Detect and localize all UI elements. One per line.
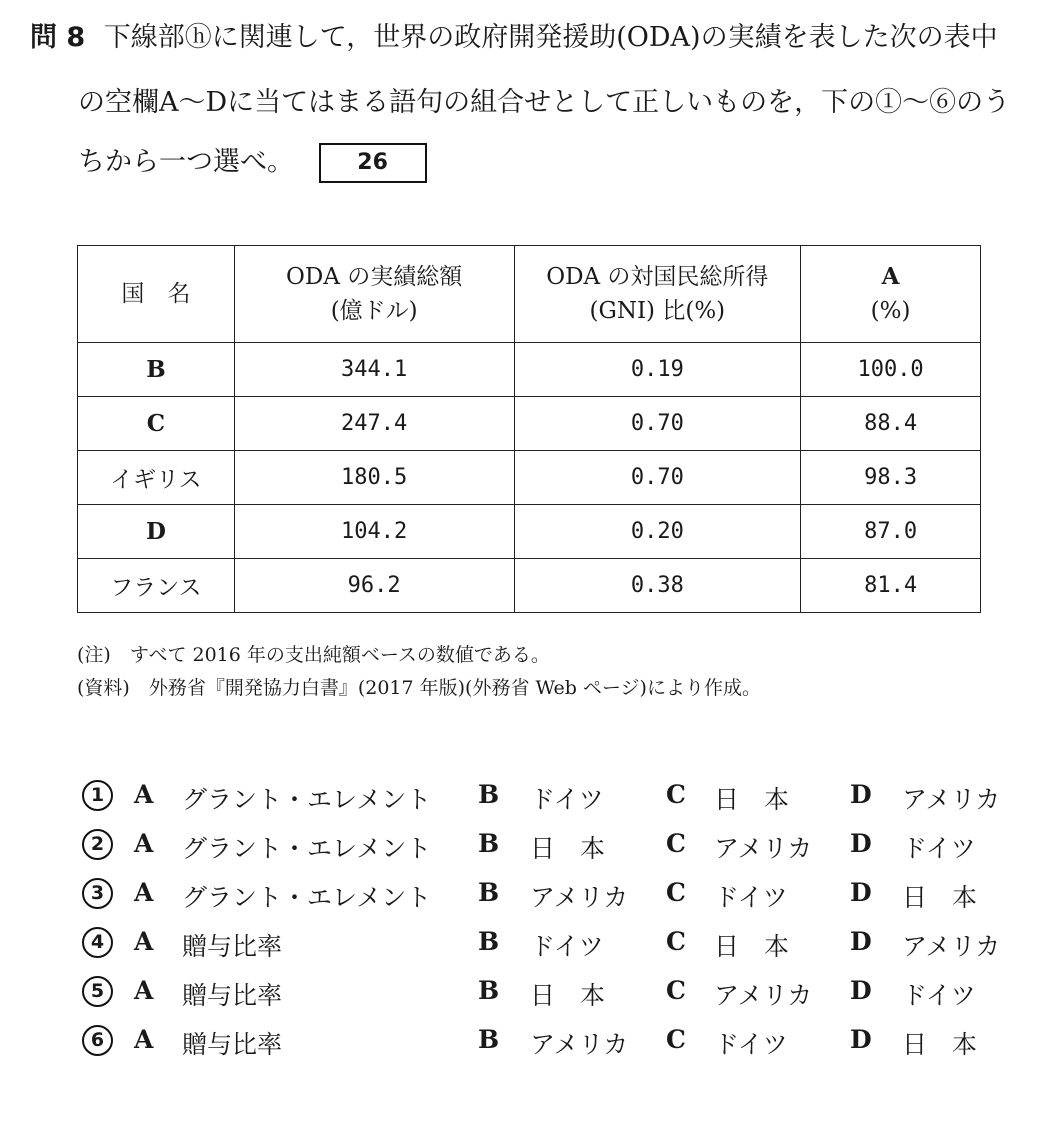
option-value-c: ドイツ <box>714 883 788 912</box>
label-b: B <box>478 780 500 809</box>
label-d: D <box>850 780 872 809</box>
answer-option[interactable] <box>82 927 1022 967</box>
label-b: B <box>478 1025 500 1054</box>
option-number[interactable]: 6 <box>82 1025 113 1056</box>
cell-country: フランス <box>78 559 235 613</box>
option-value-d: アメリカ <box>902 932 1001 961</box>
option-value-b: アメリカ <box>530 883 629 912</box>
option-number[interactable]: 3 <box>82 878 113 909</box>
label-b: B <box>478 878 500 907</box>
option-value-a: グラント・エレメント <box>182 785 432 814</box>
label-c: C <box>666 780 686 809</box>
question-text-3: ちから一つ選べ。 <box>78 146 294 178</box>
question-line-3 <box>78 143 427 183</box>
option-number[interactable]: 4 <box>82 927 113 958</box>
header-a <box>801 246 981 343</box>
answer-box[interactable]: 26 <box>319 143 427 183</box>
question-line-2 <box>78 85 1010 121</box>
table-header-row <box>78 246 981 343</box>
cell-a: 81.4 <box>801 559 981 613</box>
cell-gni: 0.70 <box>514 397 801 451</box>
option-value-b: 日 本 <box>530 981 606 1010</box>
header-country-label: 国 名 <box>121 281 191 307</box>
option-value-a: 贈与比率 <box>182 932 283 961</box>
label-d: D <box>850 927 872 956</box>
label-a: A <box>134 780 154 809</box>
cell-a: 100.0 <box>801 343 981 397</box>
table-note: (注) すべて 2016 年の支出純額ベースの数値である。 <box>77 644 550 666</box>
header-a-line2: (%) <box>870 298 911 324</box>
label-c: C <box>666 976 686 1005</box>
option-value-d: 日 本 <box>902 1030 978 1059</box>
option-number[interactable]: 1 <box>82 780 113 811</box>
cell-gni: 0.20 <box>514 505 801 559</box>
label-c: C <box>666 1025 686 1054</box>
cell-total: 247.4 <box>234 397 514 451</box>
answer-option[interactable] <box>82 1025 1022 1065</box>
option-value-d: ドイツ <box>902 834 976 863</box>
option-value-b: 日 本 <box>530 834 606 863</box>
label-a: A <box>134 829 154 858</box>
table-row <box>78 397 981 451</box>
cell-gni: 0.38 <box>514 559 801 613</box>
label-b: B <box>478 829 500 858</box>
header-total-line2: (億ドル) <box>330 298 418 324</box>
option-value-d: ドイツ <box>902 981 976 1010</box>
answer-option[interactable] <box>82 878 1022 918</box>
cell-gni: 0.19 <box>514 343 801 397</box>
table-row <box>78 451 981 505</box>
table-row <box>78 505 981 559</box>
label-c: C <box>666 829 686 858</box>
label-d: D <box>850 829 872 858</box>
cell-total: 96.2 <box>234 559 514 613</box>
label-d: D <box>850 976 872 1005</box>
option-value-b: ドイツ <box>530 932 604 961</box>
cell-total: 344.1 <box>234 343 514 397</box>
cell-country: イギリス <box>78 451 235 505</box>
option-value-a: グラント・エレメント <box>182 883 432 912</box>
label-a: A <box>134 927 154 956</box>
option-number[interactable]: 2 <box>82 829 113 860</box>
label-a: A <box>134 1025 154 1054</box>
label-d: D <box>850 878 872 907</box>
label-b: B <box>478 927 500 956</box>
cell-country: D <box>78 505 235 559</box>
option-value-b: アメリカ <box>530 1030 629 1059</box>
option-number[interactable]: 5 <box>82 976 113 1007</box>
cell-total: 104.2 <box>234 505 514 559</box>
option-value-a: グラント・エレメント <box>182 834 432 863</box>
option-value-d: 日 本 <box>902 883 978 912</box>
question-number: 問 8 <box>30 22 86 53</box>
label-a: A <box>134 878 154 907</box>
cell-a: 98.3 <box>801 451 981 505</box>
cell-a: 88.4 <box>801 397 981 451</box>
table-source: (資料) 外務省『開発協力白書』(2017 年版)(外務省 Web ページ)により作成。 <box>77 677 761 699</box>
cell-country: C <box>78 397 235 451</box>
question-text-1: 下線部ⓗに関連して，世界の政府開発援助(ODA)の実績を表した次の表中 <box>103 22 998 53</box>
option-value-c: ドイツ <box>714 1030 788 1059</box>
answer-option[interactable] <box>82 780 1022 820</box>
option-value-c: 日 本 <box>714 932 790 961</box>
table-row <box>78 343 981 397</box>
table-row <box>78 559 981 613</box>
option-value-a: 贈与比率 <box>182 981 283 1010</box>
option-value-c: 日 本 <box>714 785 790 814</box>
option-value-c: アメリカ <box>714 981 813 1010</box>
label-c: C <box>666 878 686 907</box>
header-total <box>234 246 514 343</box>
header-gni-line1: ODA の対国民総所得 <box>546 264 769 290</box>
oda-table <box>77 245 981 613</box>
cell-gni: 0.70 <box>514 451 801 505</box>
option-value-c: アメリカ <box>714 834 813 863</box>
header-total-line1: ODA の実績総額 <box>286 264 463 290</box>
label-d: D <box>850 1025 872 1054</box>
label-a: A <box>134 976 154 1005</box>
cell-country: B <box>78 343 235 397</box>
option-value-d: アメリカ <box>902 785 1001 814</box>
answer-option[interactable] <box>82 976 1022 1016</box>
option-value-b: ドイツ <box>530 785 604 814</box>
label-c: C <box>666 927 686 956</box>
question-text-2: の空欄A～Dに当てはまる語句の組合せとして正しいものを，下の①～⑥のう <box>78 87 1011 118</box>
label-b: B <box>478 976 500 1005</box>
question-line-1 <box>30 20 998 56</box>
option-value-a: 贈与比率 <box>182 1030 283 1059</box>
header-a-line1: A <box>881 263 900 290</box>
answer-option[interactable] <box>82 829 1022 869</box>
header-gni <box>514 246 801 343</box>
header-country <box>78 246 235 343</box>
cell-a: 87.0 <box>801 505 981 559</box>
header-gni-line2: (GNI) 比(%) <box>589 298 726 324</box>
cell-total: 180.5 <box>234 451 514 505</box>
